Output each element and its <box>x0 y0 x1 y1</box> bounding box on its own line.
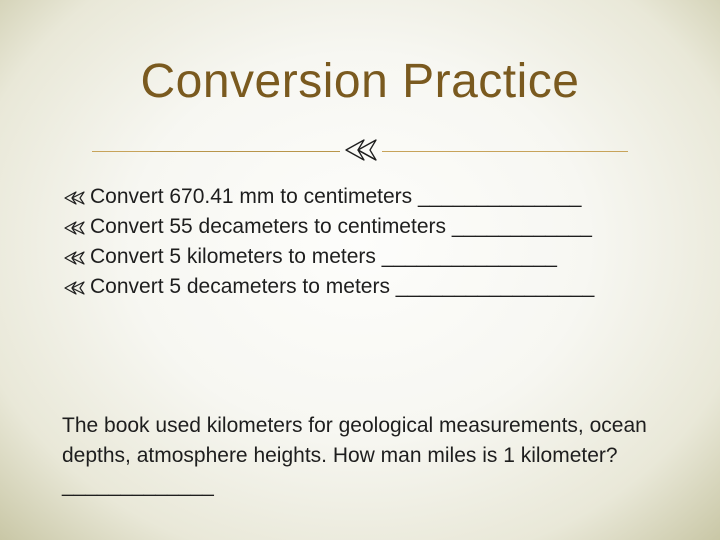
bullet-list <box>64 182 684 302</box>
title-rule-left-segment <box>92 151 152 152</box>
bullet-arrow-icon <box>64 250 86 266</box>
bullet-text: Convert 670.41 mm to centimeters ______________ <box>90 185 582 208</box>
bullet-item <box>64 182 684 212</box>
double-arrow-divider-icon <box>344 136 378 164</box>
bullet-text: Convert 55 decameters to centimeters ____________ <box>90 215 592 238</box>
title-rule-left <box>150 151 340 152</box>
bullet-item <box>64 272 684 302</box>
bullet-arrow-icon <box>64 220 86 236</box>
title-rule-right <box>382 151 628 152</box>
body-paragraph: The book used kilometers for geological measurements, ocean depths, atmosphere heights. How man miles is 1 kilometer? _____________ <box>62 414 647 497</box>
bullet-arrow-icon <box>64 280 86 296</box>
bullet-text: Convert 5 decameters to meters _________________ <box>90 275 595 298</box>
bullet-arrow-icon <box>64 190 86 206</box>
slide-title: Conversion Practice <box>140 55 580 108</box>
bullet-text: Convert 5 kilometers to meters _______________ <box>90 245 557 268</box>
bullet-item <box>64 242 684 272</box>
bullet-item <box>64 212 684 242</box>
